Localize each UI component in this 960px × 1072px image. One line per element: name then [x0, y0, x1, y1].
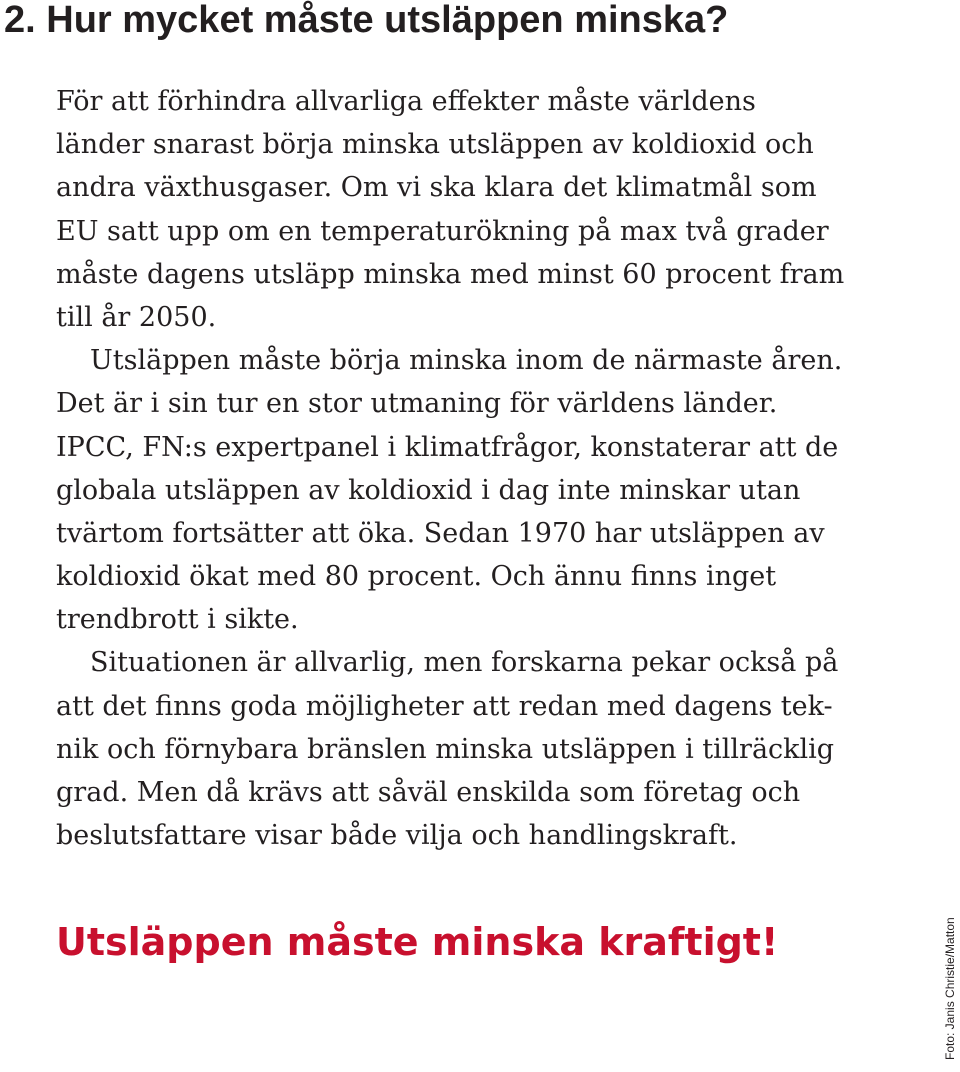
paragraph-2-line: trendbrott i sikte. — [56, 604, 299, 636]
page-heading: 2. Hur mycket måste utsläppen minska? — [4, 0, 729, 41]
paragraph-1-line: För att förhindra allvarliga effekter måste världens — [56, 86, 756, 117]
paragraph-1-line: EU satt upp om en temperaturökning på max två grader — [56, 215, 829, 247]
paragraph-2-line: koldioxid ökat med 80 procent. Och ännu finns inget — [56, 561, 777, 593]
paragraph-2-line: IPCC, FN:s expertpanel i klimatfrågor, konstaterar att de — [56, 431, 839, 463]
body-text — [56, 80, 936, 857]
paragraph-3-line: nik och förnybara bränslen minska utsläppen i tillräcklig — [56, 733, 835, 765]
paragraph-2-line: tvärtom fortsätter att öka. Sedan 1970 har utsläppen av — [56, 517, 825, 549]
paragraph-1-line: andra växthusgaser. Om vi ska klara det klimatmål som — [56, 172, 817, 204]
paragraph-1-line: länder snarast börja minska utsläppen av koldioxid och — [56, 129, 814, 161]
callout-heading: Utsläppen måste minska kraftigt! — [56, 920, 779, 964]
paragraph-3-line: Situationen är allvarlig, men forskarna pekar också på — [90, 647, 839, 679]
paragraph-2-line: Det är i sin tur en stor utmaning för världens länder. — [56, 388, 778, 420]
paragraph-3-line: beslutsfattare visar både vilja och handlingskraft. — [56, 820, 738, 852]
paragraph-3-line: grad. Men då krävs att såväl enskilda som företag och — [56, 777, 801, 808]
paragraph-2-line: globala utsläppen av koldioxid i dag inte minskar utan — [56, 474, 801, 506]
paragraph-1-line: till år 2050. — [56, 301, 217, 333]
paragraph-3-line: att det finns goda möjligheter att redan med dagens tek- — [56, 690, 833, 722]
paragraph-2-line: Utsläppen måste börja minska inom de närmaste åren. — [90, 345, 843, 377]
paragraph-1-line: måste dagens utsläpp minska med minst 60 procent fram — [56, 258, 845, 290]
photo-credit: Foto: Janis Christie/Matton — [943, 917, 957, 1060]
